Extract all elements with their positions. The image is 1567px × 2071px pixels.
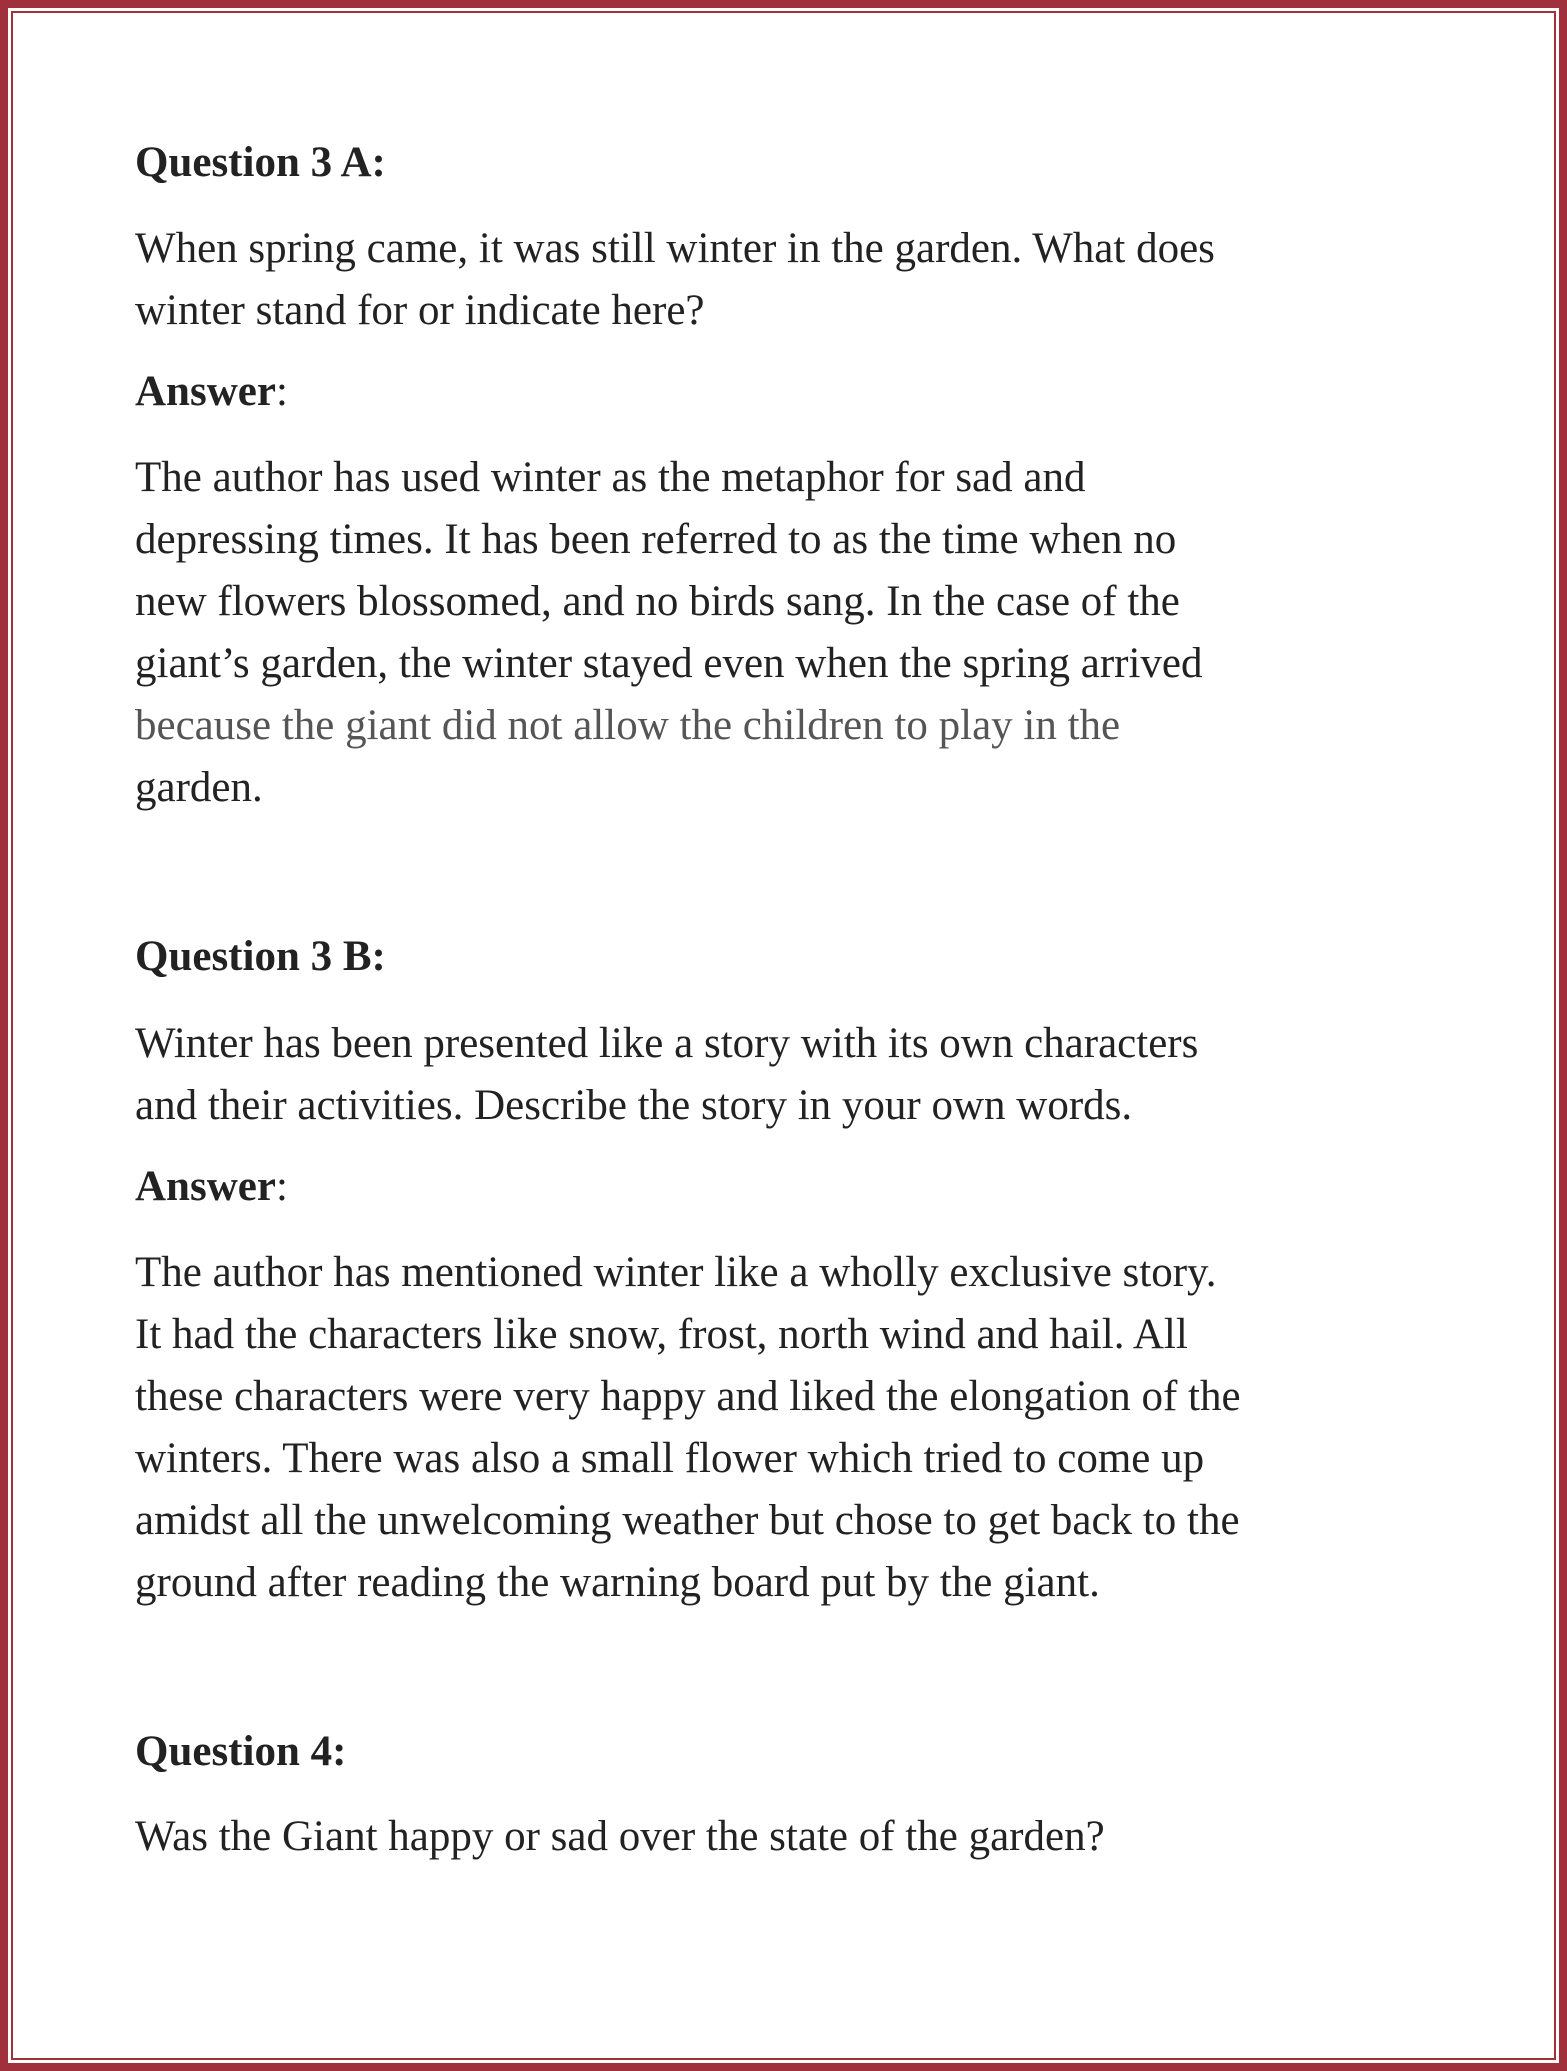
question-4-heading: Question 4: [135, 1728, 347, 1775]
text-line: garden. [135, 764, 263, 811]
text-line: The author has used winter as the metaphor for sad and [135, 454, 1086, 501]
answer-label [135, 1162, 288, 1211]
text-line: When spring came, it was still winter in the garden. What does [135, 225, 1215, 272]
text-line: winters. There was also a small flower which tried to come up [135, 1435, 1205, 1482]
text-line: depressing times. It has been referred to as the time when no [135, 516, 1177, 563]
question-3a-heading: Question 3 A: [135, 139, 386, 186]
answer-label-text: Answer [135, 368, 276, 415]
text-line: Winter has been presented like a story with its own characters [135, 1020, 1199, 1067]
text-line: because the giant did not allow the children to play in the [135, 702, 1121, 749]
answer-label-text: Answer [135, 1163, 276, 1210]
text-line: new flowers blossomed, and no birds sang. In the case of the [135, 578, 1180, 625]
question-3a-text [135, 218, 1215, 342]
text-line: giant’s garden, the winter stayed even when the spring arrived [135, 640, 1203, 687]
question-3b-heading: Question 3 B: [135, 933, 386, 980]
answer-3a-text [135, 447, 1202, 819]
question-3b-text [135, 1013, 1198, 1137]
question-4-text [135, 1806, 1105, 1868]
answer-colon: : [275, 1163, 288, 1210]
text-line: amidst all the unwelcoming weather but chose to get back to the [135, 1497, 1240, 1544]
text-line: and their activities. Describe the story in your own words. [135, 1082, 1133, 1129]
text-line: The author has mentioned winter like a wholly exclusive story. [135, 1249, 1217, 1296]
answer-colon: : [275, 368, 288, 415]
text-line: these characters were very happy and liked the elongation of the [135, 1373, 1241, 1420]
text-line: ground after reading the warning board put by the giant. [135, 1559, 1100, 1606]
text-line: winter stand for or indicate here? [135, 287, 705, 334]
text-line: It had the characters like snow, frost, north wind and hail. All [135, 1311, 1188, 1358]
answer-3b-text [135, 1242, 1241, 1614]
text-line: Was the Giant happy or sad over the state of the garden? [135, 1813, 1105, 1860]
answer-label [135, 367, 288, 416]
